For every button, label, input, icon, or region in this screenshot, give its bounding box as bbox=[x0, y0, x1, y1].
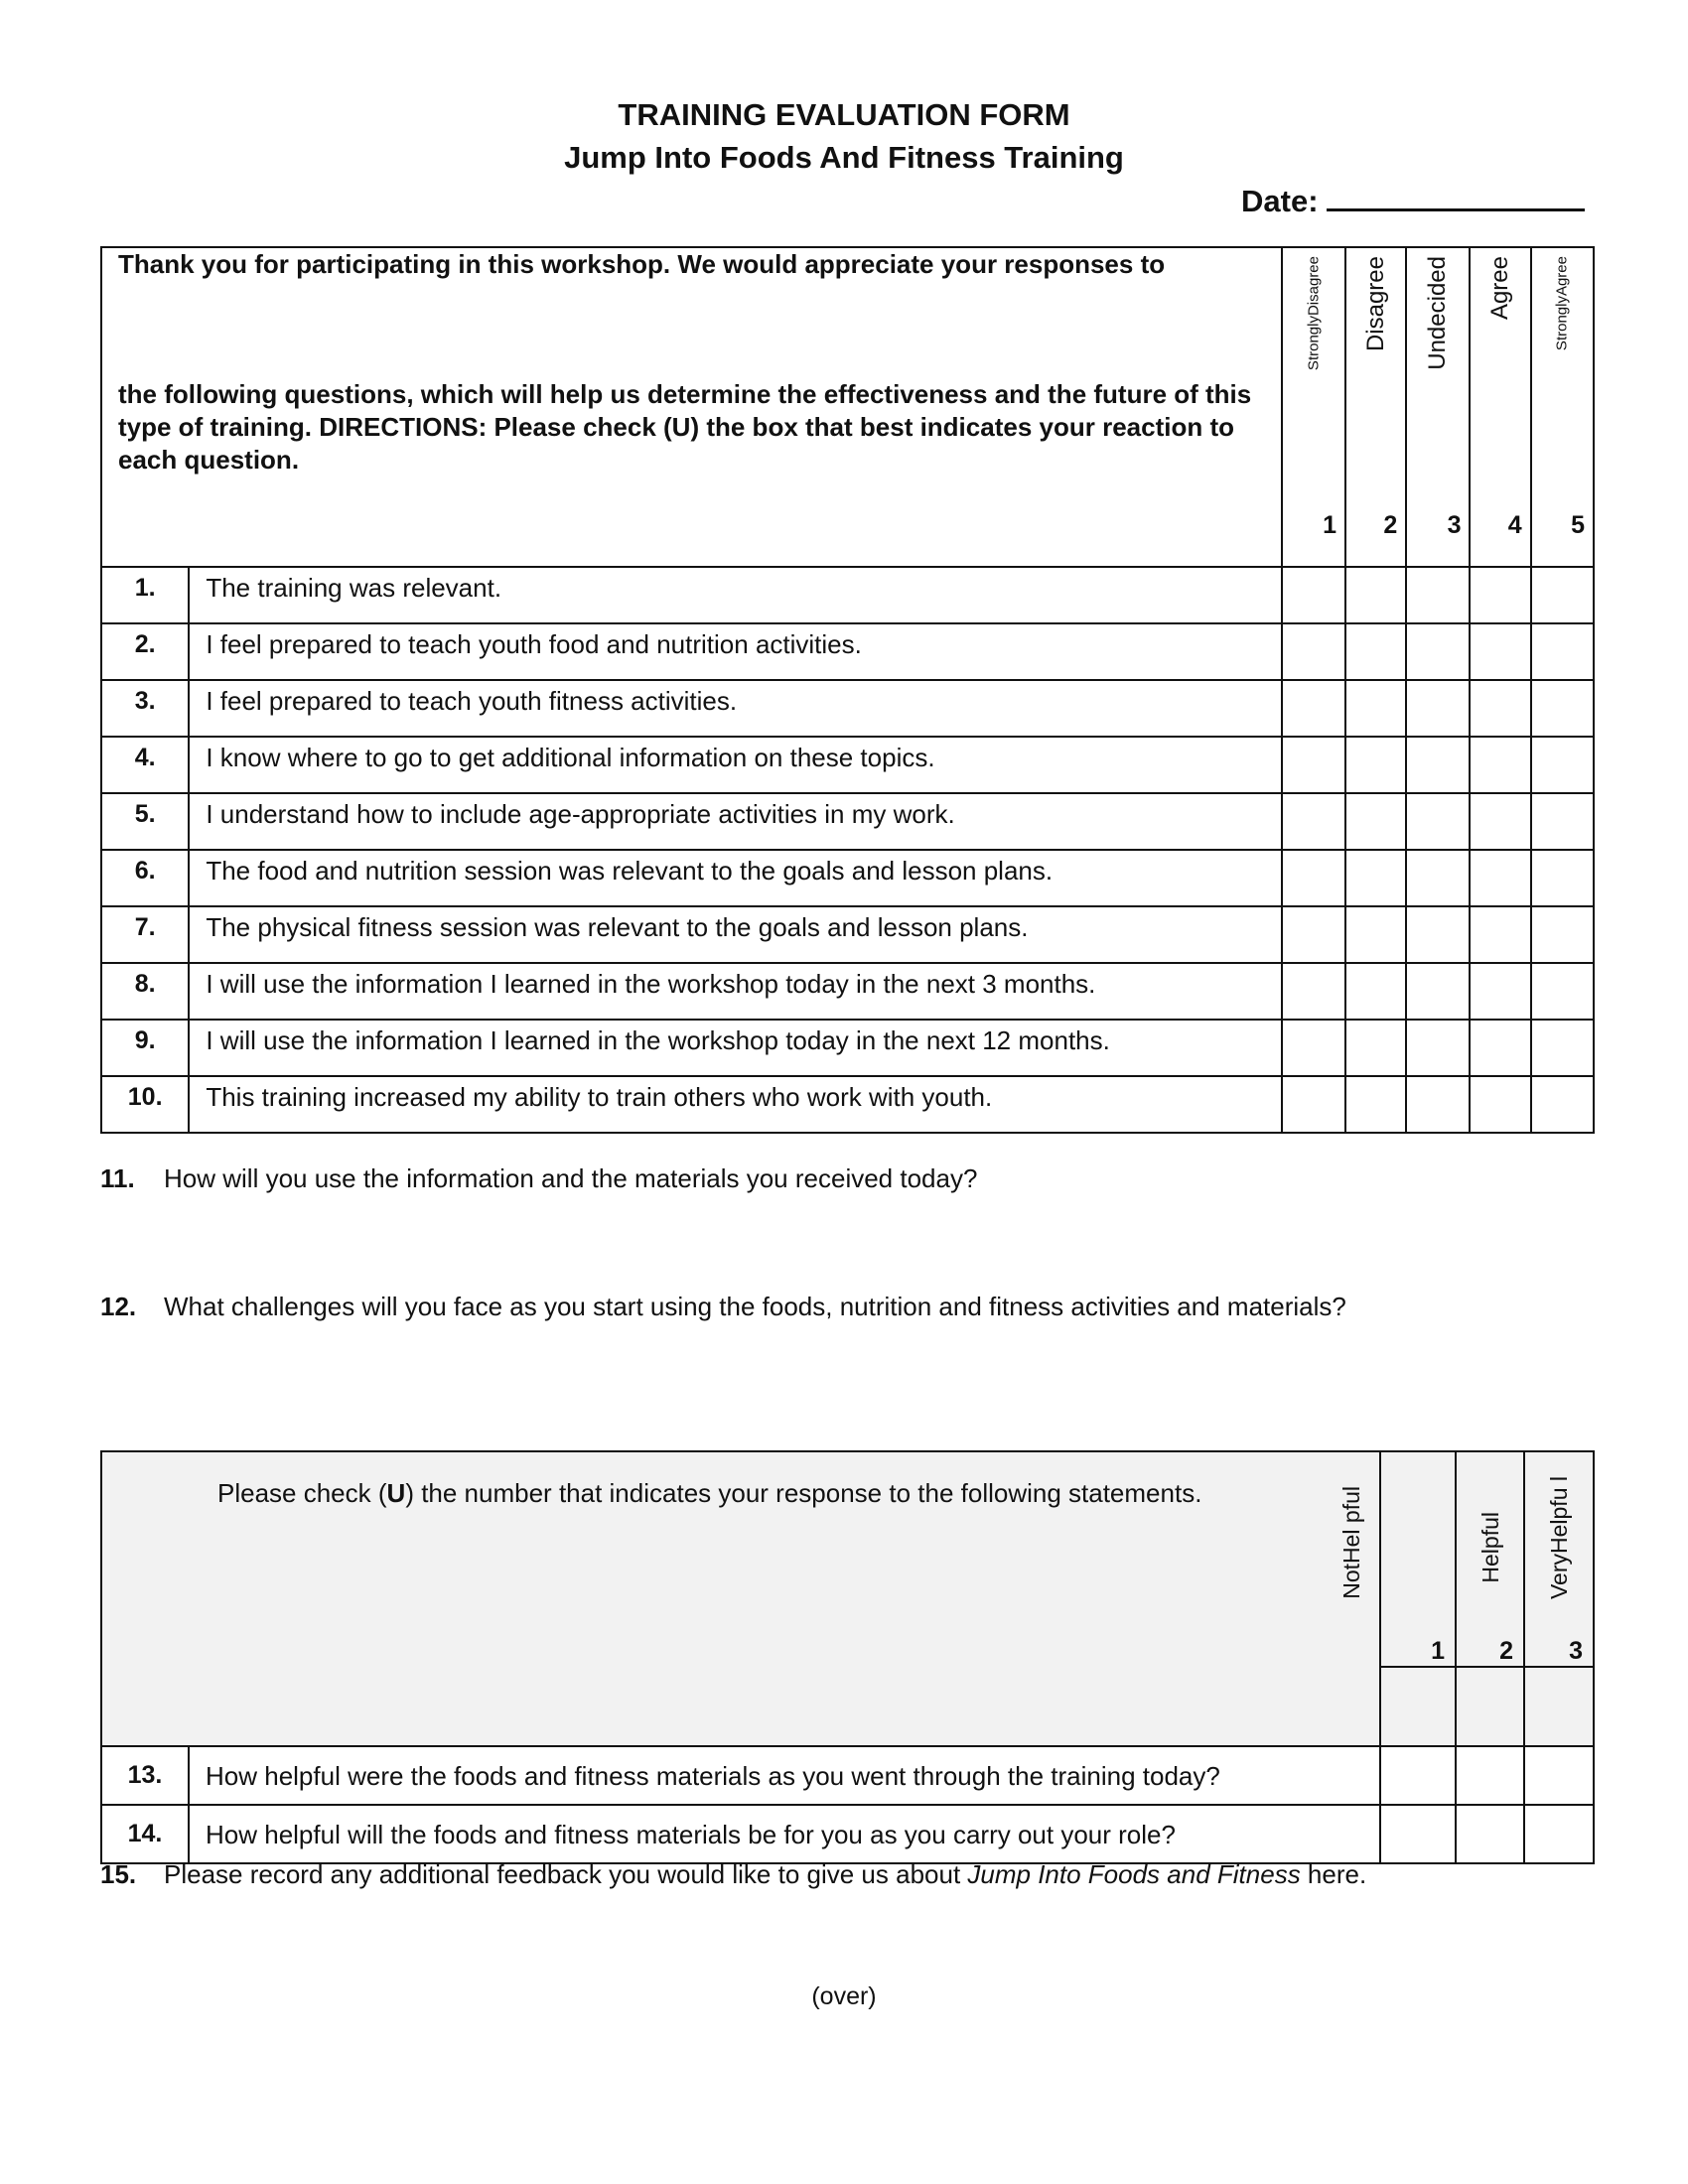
scale-label: StronglyDisagree bbox=[1305, 256, 1323, 371]
question-text: The food and nutrition session was relevant to the goals and lesson plans. bbox=[189, 850, 1281, 906]
rating-checkbox-4[interactable] bbox=[1470, 963, 1530, 1020]
scale-header-undecided bbox=[1406, 247, 1470, 505]
over-note: (over) bbox=[811, 1982, 877, 2010]
rating-checkbox-2[interactable] bbox=[1345, 906, 1406, 963]
rating-checkbox-2[interactable] bbox=[1345, 793, 1406, 850]
rating-checkbox-4[interactable] bbox=[1470, 623, 1530, 680]
table-row bbox=[101, 850, 1594, 906]
table-row bbox=[101, 1805, 1594, 1863]
rating-checkbox-3[interactable] bbox=[1406, 567, 1470, 623]
rating-checkbox-3[interactable] bbox=[1406, 737, 1470, 793]
rating-checkbox-1[interactable] bbox=[1282, 793, 1345, 850]
not-helpful-label: NotHel pful bbox=[1338, 1486, 1364, 1599]
table-row bbox=[101, 793, 1594, 850]
rating-checkbox-3[interactable] bbox=[1406, 623, 1470, 680]
rating-checkbox-5[interactable] bbox=[1531, 793, 1594, 850]
rating-checkbox-1[interactable] bbox=[1282, 737, 1345, 793]
scale-header-not-helpful bbox=[1380, 1451, 1456, 1633]
rating-checkbox-4[interactable] bbox=[1470, 680, 1530, 737]
question-text: How will you use the information and the materials you received today? bbox=[164, 1163, 978, 1193]
rating-checkbox-3[interactable] bbox=[1406, 793, 1470, 850]
rating-checkbox-3[interactable] bbox=[1406, 1020, 1470, 1076]
scale-number: 1 bbox=[1282, 505, 1345, 567]
question-number: 12. bbox=[100, 1292, 137, 1321]
table-row bbox=[101, 737, 1594, 793]
blank-header-cell bbox=[1380, 1667, 1456, 1746]
scale-label: Disagree bbox=[1361, 256, 1389, 352]
open-question-12 bbox=[100, 1292, 1346, 1322]
rating-checkbox-5[interactable] bbox=[1531, 1020, 1594, 1076]
scale-label: Agree bbox=[1486, 256, 1514, 321]
rating-checkbox-2[interactable] bbox=[1345, 737, 1406, 793]
intro-line-1: Thank you for participating in this workshop. We would appreciate your responses to bbox=[118, 249, 1166, 279]
question-text: How helpful were the foods and fitness materials as you went through the training today? bbox=[189, 1746, 1380, 1805]
rating-checkbox-4[interactable] bbox=[1470, 1076, 1530, 1133]
question-number: 3. bbox=[101, 680, 189, 737]
open-question-11 bbox=[100, 1163, 977, 1194]
rating-checkbox-3[interactable] bbox=[1406, 680, 1470, 737]
rating-checkbox-1[interactable] bbox=[1282, 567, 1345, 623]
table-row bbox=[101, 680, 1594, 737]
table-row bbox=[101, 906, 1594, 963]
question-text: I feel prepared to teach youth food and nutrition activities. bbox=[189, 623, 1281, 680]
rating-checkbox-1[interactable] bbox=[1282, 1020, 1345, 1076]
scale-label: StronglyAgree bbox=[1553, 256, 1571, 351]
rating-checkbox-3[interactable] bbox=[1406, 906, 1470, 963]
scale-number: 4 bbox=[1470, 505, 1530, 567]
blank-header-cell bbox=[1456, 1667, 1524, 1746]
scale-number: 2 bbox=[1345, 505, 1406, 567]
rating-checkbox-4[interactable] bbox=[1470, 850, 1530, 906]
rating-checkbox-1[interactable] bbox=[1282, 1076, 1345, 1133]
date-field[interactable] bbox=[1241, 179, 1585, 219]
table-row bbox=[101, 567, 1594, 623]
rating-checkbox-1[interactable] bbox=[1282, 906, 1345, 963]
scale-header-very-helpful bbox=[1524, 1451, 1594, 1633]
scale-header-helpful bbox=[1456, 1451, 1524, 1633]
rating-checkbox-1[interactable] bbox=[1282, 680, 1345, 737]
question-number: 8. bbox=[101, 963, 189, 1020]
rating-checkbox-1[interactable] bbox=[1282, 623, 1345, 680]
rating-checkbox-2[interactable] bbox=[1345, 680, 1406, 737]
scale-number: 5 bbox=[1531, 505, 1594, 567]
rating-checkbox-5[interactable] bbox=[1531, 906, 1594, 963]
helpful-checkbox-1[interactable] bbox=[1380, 1805, 1456, 1863]
rating-checkbox-4[interactable] bbox=[1470, 1020, 1530, 1076]
rating-table bbox=[100, 246, 1595, 1134]
question-text: How helpful will the foods and fitness materials be for you as you carry out your role? bbox=[189, 1805, 1380, 1863]
helpfulness-prompt: Please check (U) the number that indicates your response to the following statements. bbox=[217, 1478, 1202, 1508]
date-label: Date: bbox=[1241, 184, 1319, 218]
rating-checkbox-3[interactable] bbox=[1406, 1076, 1470, 1133]
question-number: 1. bbox=[101, 567, 189, 623]
helpful-checkbox-2[interactable] bbox=[1456, 1805, 1524, 1863]
question-number: 9. bbox=[101, 1020, 189, 1076]
scale-label: Undecided bbox=[1424, 256, 1452, 370]
question-number: 10. bbox=[101, 1076, 189, 1133]
question-text: I will use the information I learned in the workshop today in the next 3 months. bbox=[189, 963, 1281, 1020]
scale-header-disagree bbox=[1345, 247, 1406, 505]
scale-label: VeryHelpfu l bbox=[1546, 1476, 1573, 1600]
table-row bbox=[101, 1020, 1594, 1076]
question-text: I feel prepared to teach youth fitness activities. bbox=[189, 680, 1281, 737]
table-row bbox=[101, 963, 1594, 1020]
rating-checkbox-5[interactable] bbox=[1531, 850, 1594, 906]
helpfulness-table bbox=[100, 1450, 1595, 1864]
scale-number: 2 bbox=[1456, 1633, 1524, 1667]
rating-checkbox-5[interactable] bbox=[1531, 680, 1594, 737]
rating-checkbox-3[interactable] bbox=[1406, 850, 1470, 906]
rating-checkbox-4[interactable] bbox=[1470, 793, 1530, 850]
question-text: The training was relevant. bbox=[189, 567, 1281, 623]
rating-checkbox-1[interactable] bbox=[1282, 850, 1345, 906]
question-text: I understand how to include age-appropriate activities in my work. bbox=[189, 793, 1281, 850]
table-row bbox=[101, 1076, 1594, 1133]
scale-label: Helpful bbox=[1477, 1512, 1503, 1583]
scale-header-agree bbox=[1470, 247, 1530, 505]
form-title: TRAINING EVALUATION FORM bbox=[618, 97, 1070, 132]
question-number: 11. bbox=[100, 1163, 135, 1193]
scale-header-strongly-agree bbox=[1531, 247, 1594, 505]
question-number: 5. bbox=[101, 793, 189, 850]
scale-number: 3 bbox=[1406, 505, 1470, 567]
question-text: I know where to go to get additional information on these topics. bbox=[189, 737, 1281, 793]
rating-checkbox-5[interactable] bbox=[1531, 567, 1594, 623]
rating-checkbox-2[interactable] bbox=[1345, 963, 1406, 1020]
scale-number: 3 bbox=[1524, 1633, 1594, 1667]
helpful-checkbox-2[interactable] bbox=[1456, 1746, 1524, 1805]
table-row bbox=[101, 1746, 1594, 1805]
question-number: 4. bbox=[101, 737, 189, 793]
rating-checkbox-5[interactable] bbox=[1531, 963, 1594, 1020]
helpful-checkbox-1[interactable] bbox=[1380, 1746, 1456, 1805]
helpful-checkbox-3[interactable] bbox=[1524, 1805, 1594, 1863]
rating-checkbox-2[interactable] bbox=[1345, 567, 1406, 623]
helpful-checkbox-3[interactable] bbox=[1524, 1746, 1594, 1805]
question-number: 13. bbox=[101, 1746, 189, 1805]
question-number: 15. bbox=[100, 1859, 137, 1889]
question-number: 14. bbox=[101, 1805, 189, 1863]
rating-checkbox-3[interactable] bbox=[1406, 963, 1470, 1020]
blank-header-cell bbox=[1524, 1667, 1594, 1746]
form-subtitle: Jump Into Foods And Fitness Training bbox=[564, 140, 1124, 175]
rating-checkbox-4[interactable] bbox=[1470, 906, 1530, 963]
rating-checkbox-2[interactable] bbox=[1345, 1020, 1406, 1076]
intro-line-2: the following questions, which will help us determine the effectiveness and the future of this type of training. DIRECTIONS: Please check (U) the box that best indicates your reaction to each question. bbox=[118, 379, 1252, 475]
rating-checkbox-2[interactable] bbox=[1345, 623, 1406, 680]
rating-checkbox-5[interactable] bbox=[1531, 1076, 1594, 1133]
open-question-15 bbox=[100, 1859, 1366, 1890]
scale-number: 1 bbox=[1380, 1633, 1456, 1667]
question-text: This training increased my ability to train others who work with youth. bbox=[189, 1076, 1281, 1133]
question-text: Please record any additional feedback you would like to give us about Jump Into Foods and Fitness here. bbox=[164, 1859, 1367, 1889]
question-text: The physical fitness session was relevant to the goals and lesson plans. bbox=[189, 906, 1281, 963]
scale-header-strongly-disagree bbox=[1282, 247, 1345, 505]
helpfulness-prompt-cell bbox=[101, 1451, 1380, 1746]
rating-checkbox-1[interactable] bbox=[1282, 963, 1345, 1020]
intro-instructions bbox=[101, 247, 1282, 567]
question-text: What challenges will you face as you start using the foods, nutrition and fitness activities and materials? bbox=[164, 1292, 1346, 1321]
rating-checkbox-4[interactable] bbox=[1470, 737, 1530, 793]
rating-checkbox-2[interactable] bbox=[1345, 1076, 1406, 1133]
question-text: I will use the information I learned in the workshop today in the next 12 months. bbox=[189, 1020, 1281, 1076]
question-number: 6. bbox=[101, 850, 189, 906]
rating-checkbox-2[interactable] bbox=[1345, 850, 1406, 906]
question-number: 2. bbox=[101, 623, 189, 680]
rating-checkbox-5[interactable] bbox=[1531, 737, 1594, 793]
date-blank-line[interactable] bbox=[1327, 179, 1585, 211]
question-number: 7. bbox=[101, 906, 189, 963]
rating-checkbox-4[interactable] bbox=[1470, 567, 1530, 623]
rating-checkbox-5[interactable] bbox=[1531, 623, 1594, 680]
table-row bbox=[101, 623, 1594, 680]
